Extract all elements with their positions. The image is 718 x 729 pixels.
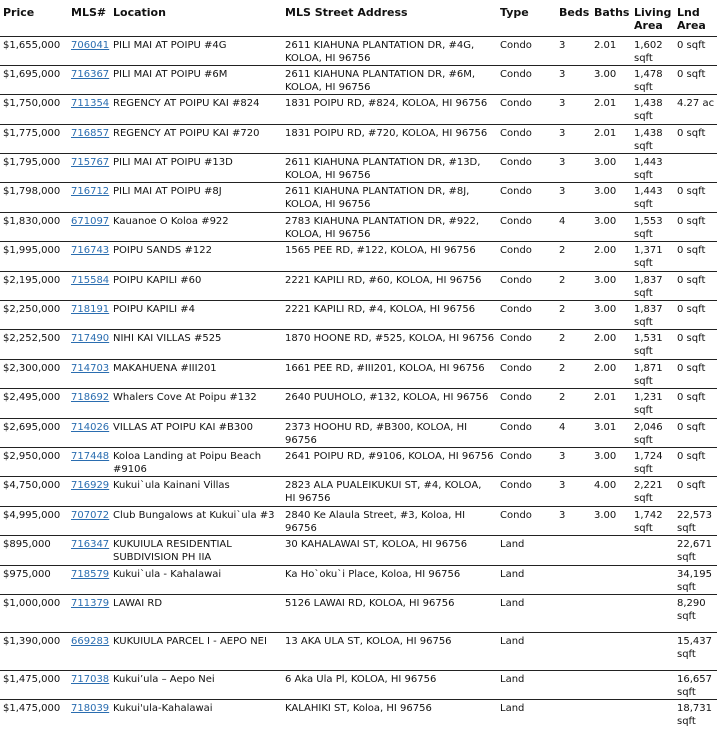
land-area-cell: 0 sqft: [674, 183, 717, 212]
baths-cell: 2.01: [591, 36, 631, 65]
price-cell: $1,798,000: [0, 183, 68, 212]
beds-cell: 3: [556, 183, 591, 212]
mls-link[interactable]: 718191: [71, 304, 110, 316]
mls-cell: [68, 65, 110, 94]
living-area-cell: 1,443 sqft: [631, 183, 674, 212]
address-cell: 2373 HOOHU RD, #B300, KOLOA, HI 96756: [282, 418, 497, 447]
living-area-cell: [631, 594, 674, 632]
table-row: [0, 330, 717, 359]
table-row: [0, 536, 717, 565]
mls-cell: [68, 477, 110, 506]
location-cell: KUKUIULA PARCEL I - AEPO NEI: [110, 632, 282, 670]
price-cell: $2,950,000: [0, 447, 68, 476]
table-row: [0, 565, 717, 594]
land-area-cell: 22,671 sqft: [674, 536, 717, 565]
price-cell: $2,495,000: [0, 389, 68, 418]
baths-cell: 2.00: [591, 242, 631, 271]
land-area-cell: 16,657 sqft: [674, 670, 717, 699]
mls-cell: [68, 183, 110, 212]
mls-link[interactable]: 717490: [71, 333, 110, 345]
table-row: [0, 124, 717, 153]
mls-link[interactable]: 716743: [71, 245, 110, 257]
type-cell: Land: [497, 536, 556, 565]
location-cell: NIHI KAI VILLAS #525: [110, 330, 282, 359]
living-area-cell: 1,553 sqft: [631, 212, 674, 241]
mls-cell: [68, 242, 110, 271]
beds-cell: 3: [556, 95, 591, 124]
living-area-cell: 1,531 sqft: [631, 330, 674, 359]
baths-cell: 2.00: [591, 330, 631, 359]
living-area-cell: 1,837 sqft: [631, 301, 674, 330]
type-cell: Land: [497, 670, 556, 699]
type-cell: Condo: [497, 330, 556, 359]
price-cell: $1,475,000: [0, 670, 68, 699]
price-cell: $4,750,000: [0, 477, 68, 506]
price-cell: $2,252,500: [0, 330, 68, 359]
location-cell: POIPU SANDS #122: [110, 242, 282, 271]
mls-cell: [68, 670, 110, 699]
table-row: [0, 242, 717, 271]
land-area-cell: 0 sqft: [674, 242, 717, 271]
header-living-area: Living Area: [634, 6, 672, 32]
land-area-cell: 8,290 sqft: [674, 594, 717, 632]
beds-cell: 2: [556, 359, 591, 388]
mls-cell: [68, 700, 110, 729]
price-cell: $1,655,000: [0, 36, 68, 65]
baths-cell: 2.01: [591, 95, 631, 124]
header-mls: MLS#: [71, 6, 107, 19]
location-cell: PILI MAI AT POIPU #6M: [110, 65, 282, 94]
baths-cell: [591, 700, 631, 729]
location-cell: KUKUIULA RESIDENTIAL SUBDIVISION PH IIA: [110, 536, 282, 565]
type-cell: Land: [497, 594, 556, 632]
beds-cell: [556, 536, 591, 565]
living-area-cell: 1,371 sqft: [631, 242, 674, 271]
address-cell: 2221 KAPILI RD, #60, KOLOA, HI 96756: [282, 271, 497, 300]
location-cell: Koloa Landing at Poipu Beach #9106: [110, 447, 282, 476]
living-area-cell: 1,602 sqft: [631, 36, 674, 65]
type-cell: Land: [497, 700, 556, 729]
baths-cell: 3.00: [591, 506, 631, 535]
beds-cell: 3: [556, 65, 591, 94]
mls-link[interactable]: 711354: [71, 98, 110, 110]
type-cell: Condo: [497, 124, 556, 153]
mls-cell: [68, 36, 110, 65]
land-area-cell: 0 sqft: [674, 359, 717, 388]
land-area-cell: 4.27 ac: [674, 95, 717, 124]
location-cell: MAKAHUENA #III201: [110, 359, 282, 388]
mls-cell: [68, 565, 110, 594]
mls-cell: [68, 271, 110, 300]
price-cell: $4,995,000: [0, 506, 68, 535]
price-cell: $1,995,000: [0, 242, 68, 271]
living-area-cell: [631, 670, 674, 699]
land-area-cell: 0 sqft: [674, 301, 717, 330]
land-area-cell: 0 sqft: [674, 418, 717, 447]
address-cell: 1870 HOONE RD, #525, KOLOA, HI 96756: [282, 330, 497, 359]
type-cell: Condo: [497, 359, 556, 388]
beds-cell: 3: [556, 124, 591, 153]
land-area-cell: 0 sqft: [674, 447, 717, 476]
beds-cell: 2: [556, 271, 591, 300]
baths-cell: 3.01: [591, 418, 631, 447]
type-cell: Condo: [497, 271, 556, 300]
mls-cell: [68, 95, 110, 124]
mls-cell: [68, 389, 110, 418]
living-area-cell: 1,742 sqft: [631, 506, 674, 535]
price-cell: $1,695,000: [0, 65, 68, 94]
table-row: [0, 271, 717, 300]
land-area-cell: 15,437 sqft: [674, 632, 717, 670]
table-row: [0, 447, 717, 476]
table-row: [0, 359, 717, 388]
baths-cell: 3.00: [591, 271, 631, 300]
price-cell: $895,000: [0, 536, 68, 565]
price-cell: $2,250,000: [0, 301, 68, 330]
living-area-cell: 1,724 sqft: [631, 447, 674, 476]
baths-cell: 2.01: [591, 124, 631, 153]
type-cell: Condo: [497, 65, 556, 94]
location-cell: PILI MAI AT POIPU #8J: [110, 183, 282, 212]
baths-cell: 3.00: [591, 212, 631, 241]
living-area-cell: [631, 632, 674, 670]
living-area-cell: 1,478 sqft: [631, 65, 674, 94]
price-cell: $1,795,000: [0, 154, 68, 183]
type-cell: Condo: [497, 154, 556, 183]
land-area-cell: 0 sqft: [674, 389, 717, 418]
price-cell: $1,775,000: [0, 124, 68, 153]
mls-cell: [68, 301, 110, 330]
mls-link[interactable]: 706041: [71, 39, 110, 51]
type-cell: Condo: [497, 301, 556, 330]
price-cell: $2,300,000: [0, 359, 68, 388]
table-row: [0, 594, 717, 632]
mls-link[interactable]: 714026: [71, 421, 110, 433]
mls-cell: [68, 154, 110, 183]
living-area-cell: [631, 565, 674, 594]
mls-link[interactable]: 671097: [71, 215, 110, 227]
table-row: [0, 154, 717, 183]
beds-cell: [556, 670, 591, 699]
type-cell: Condo: [497, 506, 556, 535]
beds-cell: [556, 700, 591, 729]
living-area-cell: 1,231 sqft: [631, 389, 674, 418]
header-location: Location: [113, 6, 166, 19]
land-area-cell: 34,195 sqft: [674, 565, 717, 594]
address-cell: 2221 KAPILI RD, #4, KOLOA, HI 96756: [282, 301, 497, 330]
type-cell: Land: [497, 565, 556, 594]
land-area-cell: 0 sqft: [674, 65, 717, 94]
beds-cell: 3: [556, 154, 591, 183]
mls-cell: [68, 594, 110, 632]
location-cell: Whalers Cove At Poipu #132: [110, 389, 282, 418]
mls-link[interactable]: 714703: [71, 362, 110, 374]
mls-link[interactable]: 707072: [71, 509, 110, 521]
price-cell: $1,830,000: [0, 212, 68, 241]
mls-link[interactable]: 711379: [71, 597, 110, 609]
price-cell: $975,000: [0, 565, 68, 594]
table-row: [0, 301, 717, 330]
table-row: [0, 389, 717, 418]
header-price: Price: [3, 6, 35, 19]
header-baths: Baths: [594, 6, 630, 19]
baths-cell: 3.00: [591, 447, 631, 476]
mls-link[interactable]: 718039: [71, 703, 110, 715]
mls-link[interactable]: 716712: [71, 186, 110, 198]
mls-cell: [68, 447, 110, 476]
address-cell: 2840 Ke Alaula Street, #3, Koloa, HI 96756: [282, 506, 497, 535]
location-cell: Kukui'ula-Kahalawai: [110, 700, 282, 729]
mls-link[interactable]: 715767: [71, 157, 110, 169]
address-cell: 1565 PEE RD, #122, KOLOA, HI 96756: [282, 242, 497, 271]
living-area-cell: 1,443 sqft: [631, 154, 674, 183]
address-cell: 2611 KIAHUNA PLANTATION DR, #4G, KOLOA, HI 96756: [282, 36, 497, 65]
beds-cell: [556, 632, 591, 670]
beds-cell: 2: [556, 389, 591, 418]
type-cell: Condo: [497, 447, 556, 476]
mls-link[interactable]: 669283: [71, 635, 110, 647]
living-area-cell: 1,837 sqft: [631, 271, 674, 300]
address-cell: 6 Aka Ula Pl, KOLOA, HI 96756: [282, 670, 497, 699]
beds-cell: [556, 594, 591, 632]
address-cell: 2640 PUUHOLO, #132, KOLOA, HI 96756: [282, 389, 497, 418]
beds-cell: 3: [556, 447, 591, 476]
location-cell: LAWAI RD: [110, 594, 282, 632]
location-cell: PILI MAI AT POIPU #4G: [110, 36, 282, 65]
mls-link[interactable]: 716857: [71, 127, 110, 139]
type-cell: Condo: [497, 95, 556, 124]
location-cell: Kukui`ula - Kahalawai: [110, 565, 282, 594]
land-area-cell: 0 sqft: [674, 330, 717, 359]
location-cell: POIPU KAPILI #4: [110, 301, 282, 330]
mls-cell: [68, 330, 110, 359]
land-area-cell: 0 sqft: [674, 271, 717, 300]
mls-link[interactable]: 717038: [71, 673, 110, 685]
mls-link[interactable]: 717448: [71, 450, 110, 462]
mls-cell: [68, 212, 110, 241]
land-area-cell: 22,573 sqft: [674, 506, 717, 535]
living-area-cell: 2,046 sqft: [631, 418, 674, 447]
price-cell: $1,750,000: [0, 95, 68, 124]
beds-cell: 2: [556, 330, 591, 359]
living-area-cell: [631, 536, 674, 565]
type-cell: Condo: [497, 477, 556, 506]
table-row: [0, 95, 717, 124]
living-area-cell: 1,438 sqft: [631, 95, 674, 124]
table-row: [0, 418, 717, 447]
location-cell: REGENCY AT POIPU KAI #824: [110, 95, 282, 124]
price-cell: $1,390,000: [0, 632, 68, 670]
mls-cell: [68, 536, 110, 565]
baths-cell: 3.00: [591, 301, 631, 330]
land-area-cell: 0 sqft: [674, 124, 717, 153]
land-area-cell: 0 sqft: [674, 36, 717, 65]
address-cell: 1831 POIPU RD, #824, KOLOA, HI 96756: [282, 95, 497, 124]
beds-cell: 2: [556, 242, 591, 271]
location-cell: PILI MAI AT POIPU #13D: [110, 154, 282, 183]
price-cell: $1,000,000: [0, 594, 68, 632]
baths-cell: [591, 670, 631, 699]
table-row: [0, 183, 717, 212]
location-cell: Club Bungalows at Kukui`ula #3: [110, 506, 282, 535]
table-row: [0, 65, 717, 94]
address-cell: 2611 KIAHUNA PLANTATION DR, #13D, KOLOA, HI 96756: [282, 154, 497, 183]
type-cell: Condo: [497, 418, 556, 447]
table-row: [0, 700, 717, 729]
baths-cell: [591, 632, 631, 670]
header-land-area: Lnd Area: [677, 6, 706, 32]
address-cell: 2823 ALA PUALEIKUKUI ST, #4, KOLOA, HI 96756: [282, 477, 497, 506]
living-area-cell: 1,871 sqft: [631, 359, 674, 388]
location-cell: Kukui’ula – Aepo Nei: [110, 670, 282, 699]
location-cell: REGENCY AT POIPU KAI #720: [110, 124, 282, 153]
address-cell: 13 AKA ULA ST, KOLOA, HI 96756: [282, 632, 497, 670]
mls-link[interactable]: 716367: [71, 68, 110, 80]
land-area-cell: [674, 154, 717, 183]
address-cell: 30 KAHALAWAI ST, KOLOA, HI 96756: [282, 536, 497, 565]
type-cell: Condo: [497, 389, 556, 418]
location-cell: POIPU KAPILI #60: [110, 271, 282, 300]
land-area-cell: 0 sqft: [674, 477, 717, 506]
baths-cell: [591, 536, 631, 565]
address-cell: KALAHIKI ST, Koloa, HI 96756: [282, 700, 497, 729]
baths-cell: [591, 594, 631, 632]
land-area-cell: 18,731 sqft: [674, 700, 717, 729]
baths-cell: 2.00: [591, 359, 631, 388]
price-cell: $2,195,000: [0, 271, 68, 300]
type-cell: Condo: [497, 242, 556, 271]
beds-cell: [556, 565, 591, 594]
baths-cell: 3.00: [591, 154, 631, 183]
beds-cell: 4: [556, 212, 591, 241]
address-cell: 2611 KIAHUNA PLANTATION DR, #6M, KOLOA, HI 96756: [282, 65, 497, 94]
baths-cell: 3.00: [591, 183, 631, 212]
header-row: [0, 0, 717, 36]
header-beds: Beds: [559, 6, 590, 19]
living-area-cell: 1,438 sqft: [631, 124, 674, 153]
baths-cell: 3.00: [591, 65, 631, 94]
header-type: Type: [500, 6, 529, 19]
table-row: [0, 632, 717, 670]
mls-cell: [68, 359, 110, 388]
location-cell: Kauanoe O Koloa #922: [110, 212, 282, 241]
type-cell: Condo: [497, 212, 556, 241]
baths-cell: 2.01: [591, 389, 631, 418]
beds-cell: 2: [556, 301, 591, 330]
type-cell: Condo: [497, 36, 556, 65]
price-cell: $2,695,000: [0, 418, 68, 447]
land-area-cell: 0 sqft: [674, 212, 717, 241]
mls-link[interactable]: 716929: [71, 480, 110, 492]
type-cell: Land: [497, 632, 556, 670]
address-cell: 2783 KIAHUNA PLANTATION DR, #922, KOLOA, HI 96756: [282, 212, 497, 241]
table-row: [0, 212, 717, 241]
mls-cell: [68, 124, 110, 153]
table-row: [0, 477, 717, 506]
table-row: [0, 506, 717, 535]
beds-cell: 3: [556, 36, 591, 65]
mls-link[interactable]: 718692: [71, 392, 110, 404]
mls-link[interactable]: 718579: [71, 568, 110, 580]
address-cell: Ka Ho`oku`i Place, Koloa, HI 96756: [282, 565, 497, 594]
address-cell: 2611 KIAHUNA PLANTATION DR, #8J, KOLOA, HI 96756: [282, 183, 497, 212]
table-row: [0, 36, 717, 65]
beds-cell: 3: [556, 477, 591, 506]
living-area-cell: 2,221 sqft: [631, 477, 674, 506]
mls-cell: [68, 632, 110, 670]
address-cell: 5126 LAWAI RD, KOLOA, HI 96756: [282, 594, 497, 632]
address-cell: 2641 POIPU RD, #9106, KOLOA, HI 96756: [282, 447, 497, 476]
mls-link[interactable]: 716347: [71, 539, 110, 551]
address-cell: 1661 PEE RD, #III201, KOLOA, HI 96756: [282, 359, 497, 388]
mls-link[interactable]: 715584: [71, 274, 110, 286]
living-area-cell: [631, 700, 674, 729]
type-cell: Condo: [497, 183, 556, 212]
location-cell: Kukui`ula Kainani Villas: [110, 477, 282, 506]
beds-cell: 4: [556, 418, 591, 447]
beds-cell: 3: [556, 506, 591, 535]
baths-cell: 4.00: [591, 477, 631, 506]
baths-cell: [591, 565, 631, 594]
address-cell: 1831 POIPU RD, #720, KOLOA, HI 96756: [282, 124, 497, 153]
mls-cell: [68, 418, 110, 447]
header-address: MLS Street Address: [285, 6, 408, 19]
mls-cell: [68, 506, 110, 535]
table-row: [0, 670, 717, 699]
price-cell: $1,475,000: [0, 700, 68, 729]
location-cell: VILLAS AT POIPU KAI #B300: [110, 418, 282, 447]
